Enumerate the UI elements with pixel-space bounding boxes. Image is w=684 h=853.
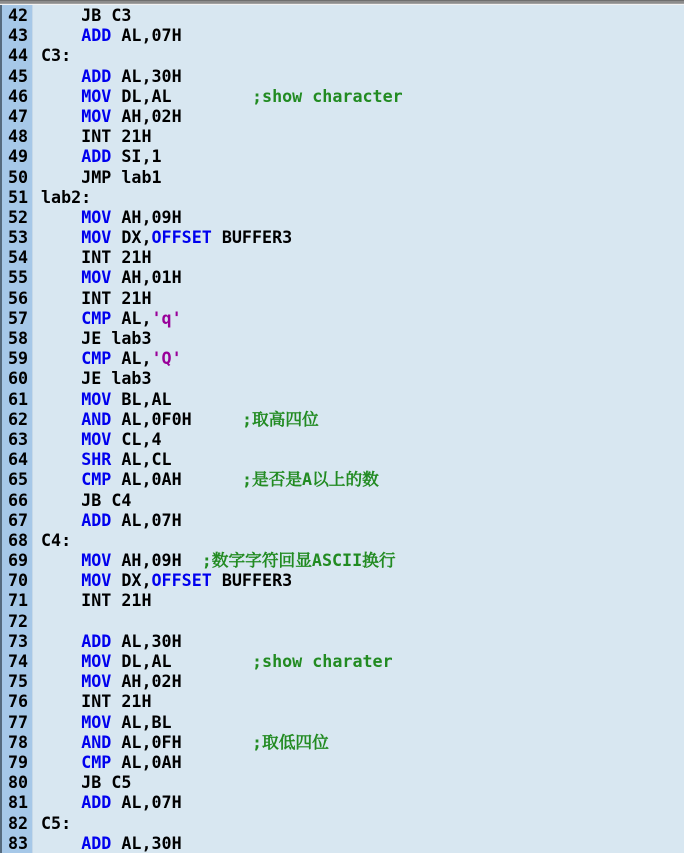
- code-line[interactable]: [0, 409, 684, 429]
- code-text: [33, 550, 684, 570]
- plain-token: JB C3: [41, 5, 132, 25]
- line-number: 66: [0, 490, 33, 510]
- plain-token: JB C5: [41, 772, 132, 793]
- keyword-token: MOV: [81, 651, 112, 671]
- plain-token: [41, 66, 81, 86]
- plain-token: AL,30H: [111, 630, 182, 651]
- plain-token: [41, 510, 81, 530]
- code-text: [33, 348, 684, 368]
- plain-token: C3:: [41, 45, 72, 66]
- code-line[interactable]: [0, 772, 684, 792]
- line-number: 51: [0, 187, 33, 207]
- line-number: 80: [0, 772, 33, 792]
- line-number: 67: [0, 510, 33, 530]
- code-line[interactable]: [0, 449, 684, 469]
- line-number: 53: [0, 227, 33, 247]
- plain-token: [41, 792, 81, 812]
- code-text: [33, 449, 684, 469]
- code-text: [33, 66, 684, 86]
- plain-token: INT 21H: [41, 691, 152, 712]
- plain-token: BUFFER3: [211, 570, 293, 591]
- code-text: [33, 207, 684, 227]
- code-line[interactable]: [0, 611, 684, 631]
- code-line[interactable]: [0, 833, 684, 853]
- string-token: 'q': [151, 307, 182, 328]
- comment-token: ;是否是A以上的数: [241, 469, 379, 490]
- plain-token: AL,: [111, 348, 152, 369]
- line-number: 48: [0, 126, 33, 146]
- plain-token: [41, 25, 81, 45]
- line-number: 44: [0, 45, 33, 65]
- code-text: [33, 45, 684, 65]
- line-number: 47: [0, 106, 33, 126]
- code-text: [33, 813, 684, 833]
- line-number: 50: [0, 167, 33, 187]
- plain-token: [41, 86, 81, 106]
- code-line[interactable]: [0, 752, 684, 772]
- code-text: [33, 187, 684, 207]
- keyword-token: CMP: [81, 751, 112, 772]
- line-number: 73: [0, 631, 33, 651]
- line-number: 72: [0, 611, 33, 631]
- keyword-token: CMP: [81, 469, 112, 490]
- line-number: 61: [0, 389, 33, 409]
- plain-token: [41, 631, 81, 651]
- line-number: 54: [0, 247, 33, 267]
- code-line[interactable]: [0, 5, 684, 25]
- plain-token: AL,07H: [111, 792, 182, 813]
- plain-token: [41, 308, 81, 328]
- plain-token: CL,4: [111, 428, 162, 449]
- keyword-token: OFFSET: [151, 570, 212, 591]
- code-text: [33, 409, 684, 429]
- code-line[interactable]: [0, 247, 684, 267]
- keyword-token: AND: [81, 408, 112, 429]
- code-text: [33, 227, 684, 247]
- code-text: [33, 389, 684, 409]
- line-number: 69: [0, 550, 33, 570]
- line-number: 70: [0, 570, 33, 590]
- code-text: [33, 490, 684, 510]
- keyword-token: MOV: [81, 711, 112, 732]
- line-number: 46: [0, 86, 33, 106]
- plain-token: SI,1: [111, 146, 162, 167]
- line-number: 79: [0, 752, 33, 772]
- code-line[interactable]: [0, 429, 684, 449]
- code-text: [33, 267, 684, 287]
- plain-token: lab2:: [41, 186, 92, 207]
- line-number: 78: [0, 732, 33, 752]
- code-line[interactable]: [0, 712, 684, 732]
- plain-token: INT 21H: [41, 126, 152, 147]
- code-line[interactable]: [0, 469, 684, 489]
- plain-token: INT 21H: [41, 247, 152, 268]
- plain-token: AL,0AH: [111, 751, 182, 772]
- plain-token: AL,CL: [111, 449, 172, 470]
- plain-token: C5:: [41, 812, 72, 833]
- plain-token: [41, 146, 81, 166]
- plain-token: AH,01H: [111, 267, 182, 288]
- line-number: 57: [0, 308, 33, 328]
- line-number: 55: [0, 267, 33, 287]
- plain-token: AL,0AH: [111, 469, 242, 490]
- code-text: [33, 288, 684, 308]
- line-number: 75: [0, 671, 33, 691]
- code-line[interactable]: [0, 368, 684, 388]
- code-text: [33, 247, 684, 267]
- plain-token: DX,: [111, 227, 152, 248]
- code-line[interactable]: [0, 348, 684, 368]
- keyword-token: ADD: [81, 146, 112, 167]
- code-text: [33, 469, 684, 489]
- line-number: 71: [0, 590, 33, 610]
- keyword-token: MOV: [81, 570, 112, 591]
- code-line[interactable]: [0, 207, 684, 227]
- code-text: [33, 530, 684, 550]
- keyword-token: MOV: [81, 671, 112, 692]
- line-number: 52: [0, 207, 33, 227]
- code-line[interactable]: [0, 631, 684, 651]
- code-text: [33, 146, 684, 166]
- plain-token: DX,: [111, 570, 152, 591]
- plain-token: AL,07H: [111, 25, 182, 46]
- keyword-token: MOV: [81, 206, 112, 227]
- code-line[interactable]: [0, 570, 684, 590]
- code-line[interactable]: [0, 66, 684, 86]
- plain-token: [41, 449, 81, 469]
- plain-token: AH,02H: [111, 671, 182, 692]
- keyword-token: ADD: [81, 832, 112, 853]
- code-text: [33, 126, 684, 146]
- code-text: [33, 570, 684, 590]
- code-text: [33, 328, 684, 348]
- comment-token: ;取低四位: [251, 731, 329, 752]
- plain-token: AL,: [111, 307, 152, 328]
- plain-token: [41, 106, 81, 126]
- code-line[interactable]: [0, 187, 684, 207]
- line-number: 77: [0, 712, 33, 732]
- code-line[interactable]: [0, 328, 684, 348]
- comment-token: ;数字字符回显ASCII换行: [201, 550, 396, 571]
- code-text: [33, 590, 684, 610]
- plain-token: [41, 833, 81, 853]
- code-text: [33, 167, 684, 187]
- code-line[interactable]: [0, 308, 684, 328]
- line-number: 59: [0, 348, 33, 368]
- line-number: 42: [0, 5, 33, 25]
- plain-token: [41, 671, 81, 691]
- code-line[interactable]: [0, 671, 684, 691]
- code-line[interactable]: [0, 45, 684, 65]
- line-number: 65: [0, 469, 33, 489]
- code-line[interactable]: [0, 550, 684, 570]
- plain-token: BL,AL: [111, 388, 172, 409]
- line-number: 83: [0, 833, 33, 853]
- plain-token: AL,0F0H: [111, 408, 242, 429]
- plain-token: [41, 389, 81, 409]
- plain-token: JE lab3: [41, 328, 152, 348]
- plain-token: JMP lab1: [41, 166, 162, 187]
- keyword-token: ADD: [81, 630, 112, 651]
- code-text: [33, 25, 684, 45]
- code-text: [33, 833, 684, 853]
- code-text: [33, 308, 684, 328]
- code-text: [33, 86, 684, 106]
- keyword-token: MOV: [81, 85, 112, 106]
- code-text: [33, 772, 684, 792]
- code-text: [33, 611, 684, 631]
- code-text: [33, 510, 684, 530]
- keyword-token: ADD: [81, 25, 112, 46]
- keyword-token: ADD: [81, 509, 112, 530]
- code-line[interactable]: [0, 227, 684, 247]
- keyword-token: MOV: [81, 388, 112, 409]
- keyword-token: MOV: [81, 428, 112, 449]
- comment-token: ;show charater: [251, 651, 393, 671]
- line-number: 82: [0, 813, 33, 833]
- code-line[interactable]: [0, 813, 684, 833]
- plain-token: AL,07H: [111, 509, 182, 530]
- line-number: 43: [0, 25, 33, 45]
- keyword-token: CMP: [81, 307, 112, 328]
- code-line[interactable]: [0, 25, 684, 45]
- code-text: [33, 651, 684, 671]
- code-line[interactable]: [0, 590, 684, 610]
- plain-token: [41, 429, 81, 449]
- keyword-token: CMP: [81, 348, 112, 369]
- comment-token: ;取高四位: [241, 408, 319, 429]
- plain-token: [41, 227, 81, 247]
- plain-token: [41, 409, 81, 429]
- plain-token: AH,09H: [111, 206, 182, 227]
- plain-token: AL,30H: [111, 65, 182, 86]
- code-line[interactable]: [0, 126, 684, 146]
- plain-token: [41, 570, 81, 590]
- code-line[interactable]: [0, 389, 684, 409]
- plain-token: AL,30H: [111, 832, 182, 853]
- line-number: 49: [0, 146, 33, 166]
- plain-token: DL,AL: [111, 85, 252, 106]
- plain-token: AH,09H: [111, 550, 202, 571]
- code-text: [33, 106, 684, 126]
- plain-token: AL,BL: [111, 711, 172, 732]
- code-text: [33, 368, 684, 388]
- line-number: 74: [0, 651, 33, 671]
- line-number: 56: [0, 288, 33, 308]
- line-number: 68: [0, 530, 33, 550]
- plain-token: JB C4: [41, 489, 132, 510]
- plain-token: [41, 651, 81, 671]
- line-number: 63: [0, 429, 33, 449]
- plain-token: INT 21H: [41, 287, 152, 308]
- code-text: [33, 5, 684, 25]
- plain-token: AH,02H: [111, 105, 182, 126]
- code-text: [33, 712, 684, 732]
- code-editor[interactable]: [0, 5, 684, 853]
- keyword-token: MOV: [81, 267, 112, 288]
- keyword-token: MOV: [81, 105, 112, 126]
- code-line[interactable]: [0, 490, 684, 510]
- code-line[interactable]: [0, 167, 684, 187]
- plain-token: [41, 469, 81, 489]
- keyword-token: SHR: [81, 449, 112, 470]
- line-number: 64: [0, 449, 33, 469]
- code-line[interactable]: [0, 86, 684, 106]
- plain-token: [41, 712, 81, 732]
- code-line[interactable]: [0, 106, 684, 126]
- keyword-token: OFFSET: [151, 227, 212, 248]
- line-number: 58: [0, 328, 33, 348]
- code-line[interactable]: [0, 267, 684, 287]
- plain-token: BUFFER3: [211, 227, 293, 248]
- code-text: [33, 429, 684, 449]
- code-line[interactable]: [0, 691, 684, 711]
- comment-token: ;show character: [251, 85, 403, 106]
- string-token: 'Q': [151, 348, 182, 369]
- code-text: [33, 631, 684, 651]
- line-number: 76: [0, 691, 33, 711]
- plain-token: [41, 348, 81, 368]
- keyword-token: AND: [81, 731, 112, 752]
- keyword-token: MOV: [81, 227, 112, 248]
- code-text: [33, 752, 684, 772]
- line-number: 62: [0, 409, 33, 429]
- plain-token: JE lab3: [41, 368, 152, 389]
- plain-token: [41, 732, 81, 752]
- plain-token: [41, 550, 81, 570]
- plain-token: INT 21H: [41, 590, 152, 611]
- keyword-token: MOV: [81, 550, 112, 571]
- code-line[interactable]: [0, 510, 684, 530]
- plain-token: DL,AL: [111, 651, 252, 671]
- plain-token: C4:: [41, 529, 72, 550]
- plain-token: [41, 207, 81, 227]
- code-line[interactable]: [0, 146, 684, 166]
- keyword-token: ADD: [81, 65, 112, 86]
- line-number: 45: [0, 66, 33, 86]
- code-text: [33, 792, 684, 812]
- code-line[interactable]: [0, 792, 684, 812]
- code-line[interactable]: [0, 288, 684, 308]
- line-number: 81: [0, 792, 33, 812]
- keyword-token: ADD: [81, 792, 112, 813]
- plain-token: AL,0FH: [111, 731, 252, 752]
- plain-token: [41, 267, 81, 287]
- code-line[interactable]: [0, 732, 684, 752]
- plain-token: [41, 752, 81, 772]
- code-line[interactable]: [0, 530, 684, 550]
- code-text: [33, 691, 684, 711]
- code-text: [33, 732, 684, 752]
- line-number: 60: [0, 368, 33, 388]
- code-text: [33, 671, 684, 691]
- code-line[interactable]: [0, 651, 684, 671]
